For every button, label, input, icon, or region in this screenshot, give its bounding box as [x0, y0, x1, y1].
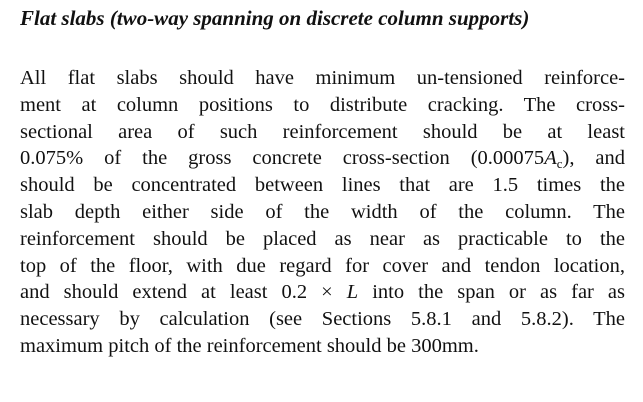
area-subscript: c — [556, 156, 563, 172]
text-line: sectional area of such reinforcement should be at least — [20, 120, 625, 143]
text-fragment: into the span or as far as — [358, 281, 625, 304]
text-line: necessary by calculation (see Sections 5.8.1 and 5.8.2). The — [20, 308, 625, 331]
text-line — [20, 145, 625, 172]
text-line: slab depth either side of the width of the column. The — [20, 200, 625, 223]
text-line: top of the floor, with due regard for cover and tendon location, — [20, 254, 625, 277]
text-fragment: ), and — [562, 147, 625, 170]
text-line: should be concentrated between lines that are 1.5 times the — [20, 174, 625, 197]
section-heading: Flat slabs (two-way spanning on discrete column supports) — [20, 6, 530, 30]
text-fragment: and should extend at least 0.2 × — [20, 281, 347, 304]
text-line: reinforcement should be placed as near as practicable to the — [20, 227, 625, 250]
body-paragraph — [20, 65, 625, 360]
text-line: ment at column positions to distribute cracking. The cross- — [20, 93, 625, 116]
text-line: maximum pitch of the reinforcement should be 300mm. — [20, 334, 479, 357]
text-line — [20, 279, 625, 306]
area-symbol: A — [544, 147, 557, 170]
span-symbol: L — [346, 281, 359, 304]
text-line: All flat slabs should have minimum un-tensioned reinforce- — [20, 67, 625, 89]
text-fragment: 0.075% of the gross concrete cross-section (0.00075 — [20, 147, 545, 170]
